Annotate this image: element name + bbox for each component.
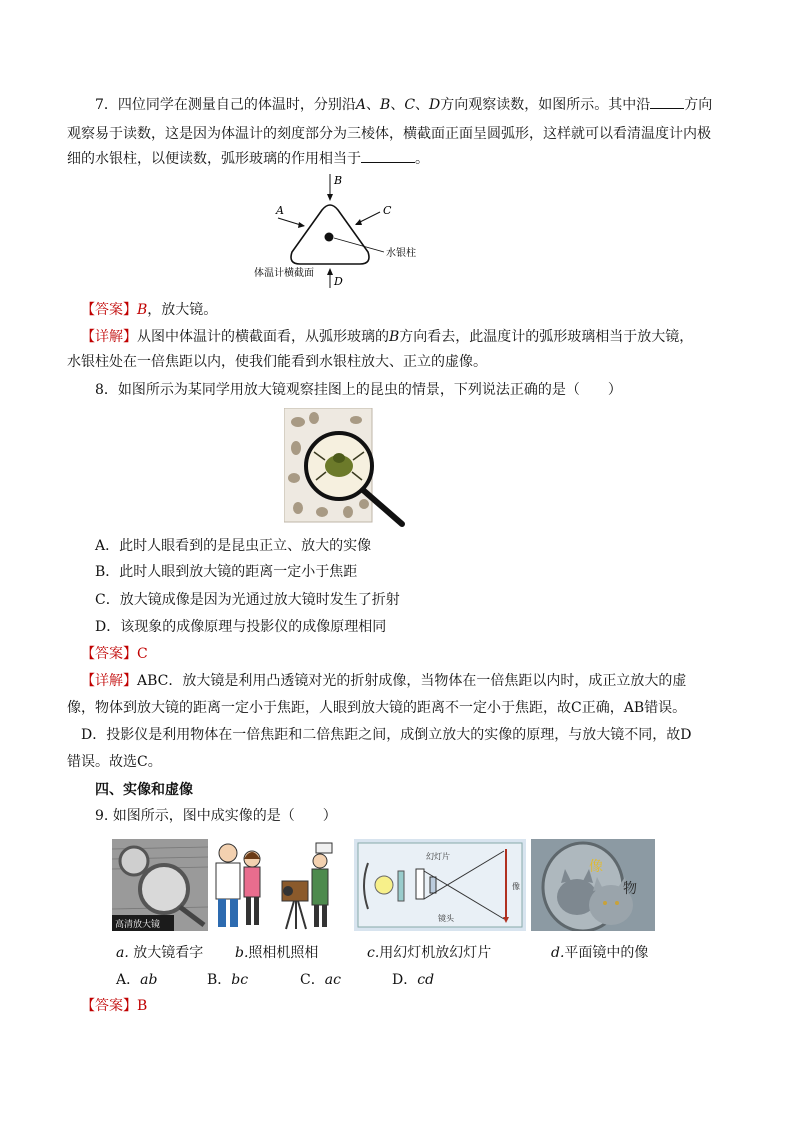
- caption-letter: d.: [551, 945, 565, 961]
- section-title: 四、实像和虚像: [95, 782, 193, 798]
- fig-label-mercury: 水银柱: [386, 248, 416, 259]
- lens-small: [120, 847, 148, 875]
- label-A: A: [355, 97, 367, 113]
- q7-stem-part1: 7．四位同学在测量自己的体温时，分别沿: [95, 97, 356, 113]
- detail-tag: 【详解】: [81, 329, 137, 345]
- lens: [430, 877, 436, 893]
- q7-detail-2: 水银柱处在一倍焦距以内，使我们能看到水银柱放大、正立的虚像。: [67, 354, 487, 370]
- image-a-label: 高清放大镜: [115, 920, 161, 930]
- caption-b: [235, 942, 318, 962]
- q7-answer: [81, 300, 217, 320]
- q8-option-d: D．该现象的成像原理与投影仪的成像原理相同: [95, 619, 387, 635]
- q7-line3: [67, 148, 429, 169]
- choice-C: [300, 969, 341, 989]
- choice-value: ac: [324, 972, 341, 988]
- q7-line2: 观察易于读数，这是因为体温计的刻度部分为三棱体，横截面正面呈圆弧形，这样就可以看清温度计内极: [67, 126, 711, 142]
- q8-detail-3: D．投影仪是利用物体在一倍焦距和二倍焦距之间，成倒立放大的实像的原理，与放大镜不同，故D: [81, 727, 692, 743]
- choice-value: cd: [417, 972, 435, 988]
- caption-c: [367, 942, 491, 962]
- q8-detail-1: [81, 671, 686, 691]
- q8-option-b: B．此时人眼到放大镜的距离一定小于焦距: [95, 564, 358, 580]
- caption-text: 平面镜中的像: [564, 945, 649, 961]
- answer-tag: 【答案】: [81, 646, 137, 662]
- image-d-mirror-cat: [531, 839, 655, 931]
- q7-stem-part2: 方向观察读数，如图所示。其中沿: [440, 97, 651, 113]
- answer-value: B: [137, 998, 148, 1014]
- caption-d: [551, 942, 648, 962]
- magnifier-insect-figure: [284, 408, 408, 528]
- q7-stem-part4: 细的水银柱，以便读数，弧形玻璃的作用相当于: [67, 151, 361, 167]
- answer-tag: 【答案】: [81, 998, 137, 1014]
- mercury-dot: [325, 233, 334, 242]
- answer-value: C: [137, 646, 148, 662]
- image-c-slide-label: 幻灯片: [426, 852, 450, 861]
- caption-letter: c.: [367, 945, 380, 961]
- fig-label-C: C: [383, 204, 392, 217]
- choice-label: B．: [207, 972, 232, 988]
- answer-blank: [361, 148, 415, 163]
- label-B: B: [380, 97, 391, 113]
- caption-letter: b.: [235, 945, 249, 961]
- detail-text: 方向看去，此温度计的弧形玻璃相当于放大镜，: [399, 329, 694, 345]
- choice-label: D．: [392, 972, 418, 988]
- lens-large: [140, 865, 188, 913]
- answer-rest: ，放大镜。: [147, 302, 218, 318]
- sep: 、: [415, 97, 430, 113]
- label-D: D: [429, 97, 441, 113]
- caption-text: 照相机照相: [248, 945, 319, 961]
- caption-a: [116, 942, 203, 962]
- answer-tag: 【答案】: [81, 302, 137, 318]
- q7-line1: [95, 94, 712, 115]
- detail-label-B: B: [389, 329, 400, 345]
- detail-text: ABC．放大镜是利用凸透镜对光的折射成像，当物体在一倍焦距以内时，成正立放大的虚: [137, 673, 687, 689]
- detail-tag: 【详解】: [81, 673, 137, 689]
- q8-detail-2: 像，物体到放大镜的距离一定小于焦距，人眼到放大镜的距离不一定小于焦距，故C正确，AB错误。: [67, 700, 687, 716]
- detail-text: 从图中体温计的横截面看，从弧形玻璃的: [137, 329, 389, 345]
- choice-A: [116, 969, 157, 989]
- q8-option-c: C．放大镜成像是因为光通过放大镜时发生了折射: [95, 592, 400, 608]
- image-d-object-label: 物: [623, 881, 637, 897]
- caption-text: 放大镜看字: [128, 945, 204, 961]
- choice-label: C．: [300, 972, 325, 988]
- q7-stem-part3: 方向: [684, 97, 713, 113]
- caption-text: 用幻灯机放幻灯片: [379, 945, 492, 961]
- q7-stem-end: 。: [415, 151, 429, 167]
- image-c-lens-label: 镜头: [438, 914, 454, 923]
- sep: 、: [390, 97, 405, 113]
- fig-label-B: B: [334, 174, 343, 187]
- caption-letter: a.: [116, 945, 129, 961]
- choice-value: bc: [231, 972, 249, 988]
- label-C: C: [404, 97, 416, 113]
- image-a-magnifier-reading: [112, 839, 208, 931]
- q7-detail-1: [81, 327, 693, 347]
- image-c-projector-diagram: [354, 839, 526, 931]
- q8-stem: 8．如图所示为某同学用放大镜观察挂图上的昆虫的情景，下列说法正确的是（ ）: [95, 382, 622, 398]
- lamp: [375, 876, 393, 894]
- answer-blank: [650, 94, 684, 109]
- fig-label-D: D: [334, 275, 343, 288]
- fig-label-A: A: [276, 204, 284, 217]
- sep: 、: [366, 97, 381, 113]
- thermometer-cross-section-figure: [250, 172, 440, 290]
- answer-value: B: [137, 302, 148, 318]
- q8-answer: [81, 644, 148, 664]
- image-c-image-label: 像: [512, 882, 520, 891]
- choice-label: A．: [116, 972, 141, 988]
- choice-B: [207, 969, 248, 989]
- choice-value: ab: [140, 972, 158, 988]
- image-b-camera-photo: [208, 839, 348, 931]
- slide: [416, 869, 424, 899]
- q8-option-a: A．此时人眼看到的是昆虫正立、放大的实像: [95, 538, 372, 554]
- q8-detail-4: 错误。故选C。: [67, 754, 162, 770]
- fig-label-section: 体温计横截面: [254, 268, 314, 279]
- q9-answer: [81, 996, 147, 1016]
- choice-D: [392, 969, 434, 989]
- q9-stem: 9. 如图所示，图中成实像的是（ ）: [95, 808, 337, 824]
- image-d-image-label: 像: [589, 859, 603, 875]
